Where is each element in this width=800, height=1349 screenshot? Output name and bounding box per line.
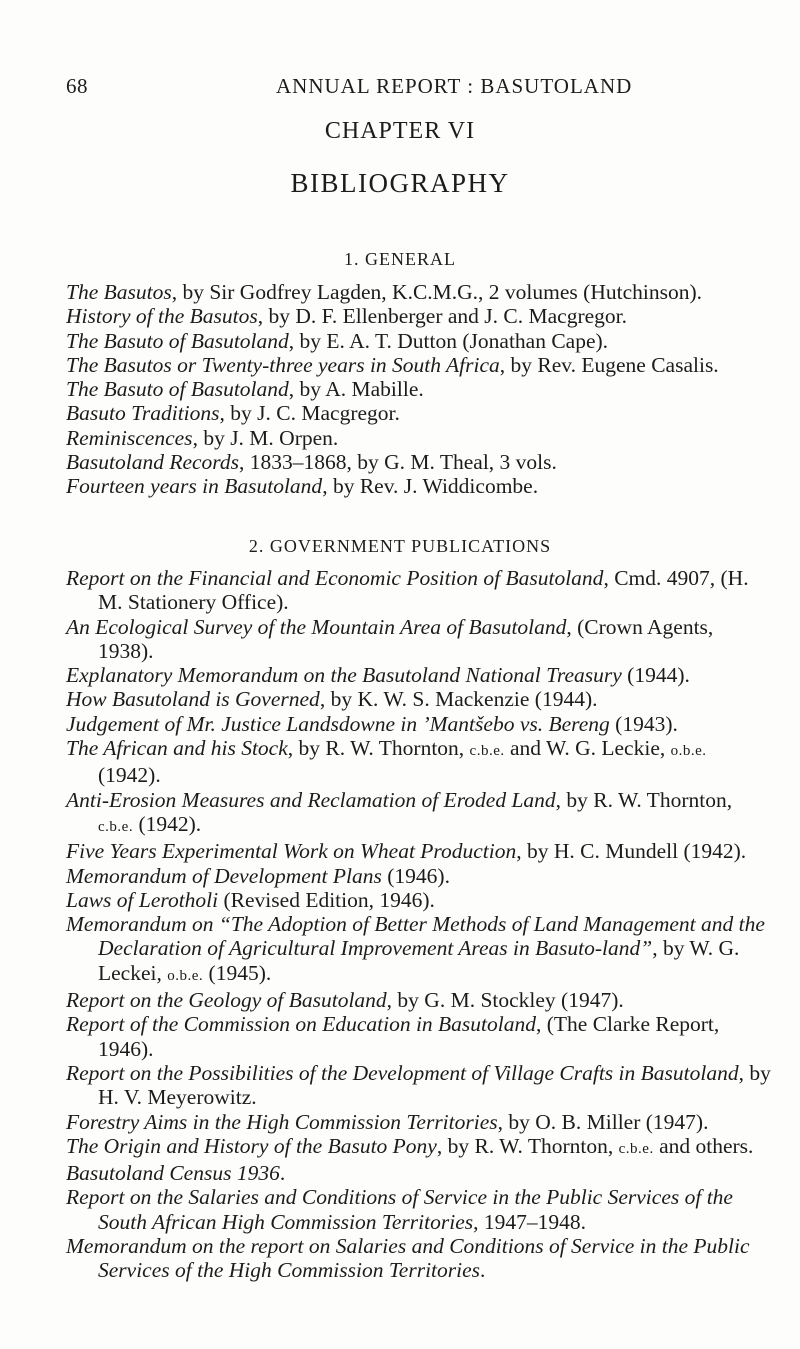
- entry-details: , Cmd. 4907, (H. M. Stationery Office).: [98, 566, 749, 615]
- bibliography-entry: [66, 615, 772, 664]
- entry-details: , by H. C. Mundell (1942).: [516, 839, 747, 864]
- bibliography-entry: [66, 988, 772, 1012]
- entry-details: (1946).: [381, 863, 450, 888]
- bibliography-entry: [66, 566, 772, 615]
- bibliography-entry: [66, 1134, 772, 1161]
- entry-details: , (The Clarke Report, 1946).: [98, 1012, 720, 1061]
- bibliography-entry: [66, 353, 766, 377]
- bibliography-entry: [66, 426, 766, 450]
- entry-title: Basuto Traditions: [66, 401, 220, 426]
- bibliography-entry: [66, 888, 772, 912]
- entry-title: Forestry Aims in the High Commission Territories: [66, 1109, 498, 1134]
- entry-title: The Basuto of Basutoland: [66, 328, 289, 353]
- entry-details: (1943).: [609, 711, 678, 736]
- entry-title: Judgement of Mr. Justice Landsdowne in ’Mantšebo vs. Bereng: [66, 711, 610, 736]
- entry-title: Report on the Salaries and Conditions of Service in the Public Services of the South African High Commission Territories: [66, 1185, 733, 1234]
- entry-title: An Ecological Survey of the Mountain Area of Basutoland: [66, 614, 567, 639]
- entry-details: , by Sir Godfrey Lagden, K.C.M.G., 2 volumes (Hutchinson).: [171, 280, 702, 304]
- bibliography-entry: [66, 712, 772, 736]
- bibliography-entry: [66, 1234, 772, 1283]
- entry-title: Basutoland Records: [66, 450, 239, 475]
- entry-details: , by Rev. J. Widdicombe.: [322, 474, 539, 499]
- entry-details: , by A. Mabille.: [288, 377, 424, 402]
- entry-title: Basutoland Census 1936: [66, 1161, 280, 1186]
- entry-title: Explanatory Memorandum on the Basutoland National Treasury: [66, 663, 622, 688]
- entry-details: , 1947–1948.: [473, 1209, 586, 1234]
- chapter-heading: CHAPTER VI: [324, 118, 476, 144]
- entry-title: The Basuto of Basutoland: [66, 377, 289, 402]
- entry-title: Report on the Possibilities of the Development of Village Crafts in Basutoland: [66, 1060, 739, 1085]
- bibliography-entry: [66, 736, 772, 788]
- entry-details: , 1833–1868, by G. M. Theal, 3 vols.: [238, 450, 557, 475]
- entry-details: , by R. W. Thornton, c.b.e. and W. G. Leckie, o.b.e. (1942).: [98, 736, 707, 788]
- bibliography-entry: [66, 788, 772, 840]
- running-header: [66, 74, 740, 104]
- bibliography-entry: [66, 280, 766, 304]
- bibliography-entry: [66, 377, 766, 401]
- running-title: ANNUAL REPORT : BASUTOLAND: [276, 74, 633, 98]
- entry-title: Anti-Erosion Measures and Reclamation of Eroded Land: [66, 787, 556, 812]
- bibliography-list-government-publications: [66, 566, 772, 1283]
- entry-details: , by J. M. Orpen.: [192, 425, 339, 450]
- bibliography-list-general: [66, 280, 766, 499]
- bibliography-entry: [66, 1185, 772, 1234]
- entry-title: Report of the Commission on Education in Basutoland: [66, 1012, 536, 1037]
- entry-title: Five Years Experimental Work on Wheat Production: [66, 839, 517, 864]
- bibliography-entry: [66, 329, 766, 353]
- entry-details: , by D. F. Ellenberger and J. C. Macgregor.: [257, 304, 627, 329]
- bibliography-entry: [66, 1110, 772, 1134]
- section-heading-government-publications: 2. GOVERNMENT PUBLICATIONS: [248, 536, 552, 556]
- bibliography-entry: [66, 1161, 772, 1185]
- entry-title: Report on the Geology of Basutoland: [66, 988, 387, 1013]
- entry-details: , by G. M. Stockley (1947).: [386, 988, 624, 1013]
- entry-details: , by O. B. Miller (1947).: [497, 1109, 709, 1134]
- entry-title: Memorandum on the report on Salaries and Conditions of Service in the Public Services of the High Commission Territories: [66, 1234, 750, 1283]
- entry-details: , by J. C. Macgregor.: [219, 401, 400, 426]
- entry-details: , by K. W. S. Mackenzie (1944).: [319, 687, 598, 712]
- entry-details: , by Rev. Eugene Casalis.: [499, 352, 719, 377]
- bibliography-entry: [66, 687, 772, 711]
- bibliography-entry: [66, 450, 766, 474]
- entry-title: How Basutoland is Governed: [66, 687, 320, 712]
- entry-details: , by R. W. Thornton, c.b.e. (1942).: [98, 787, 733, 836]
- entry-title: Laws of Lerotholi: [66, 887, 219, 912]
- entry-details: (1944).: [621, 663, 690, 688]
- entry-details: , by H. V. Meyerowitz.: [98, 1060, 771, 1110]
- entry-title: The Origin and History of the Basuto Pony: [66, 1133, 437, 1158]
- section-heading-general: 1. GENERAL: [344, 249, 456, 269]
- entry-details: .: [279, 1161, 286, 1186]
- entry-details: , by E. A. T. Dutton (Jonathan Cape).: [288, 328, 609, 353]
- entry-title: Memorandum of Development Plans: [66, 863, 382, 888]
- page-number: 68: [66, 74, 88, 98]
- bibliography-entry: [66, 663, 772, 687]
- bibliography-entry: [66, 912, 772, 988]
- entry-title: The Basutos: [66, 280, 172, 304]
- bibliography-entry: [66, 1012, 772, 1061]
- entry-title: Report on the Financial and Economic Position of Basutoland: [66, 566, 604, 590]
- bibliography-entry: [66, 839, 772, 863]
- bibliography-entry: [66, 864, 772, 888]
- entry-title: History of the Basutos: [66, 304, 258, 329]
- entry-details: , by R. W. Thornton, c.b.e. and others.: [436, 1133, 754, 1158]
- bibliography-entry: [66, 304, 766, 328]
- entry-details: .: [480, 1258, 486, 1283]
- entry-details: , by W. G. Leckei, o.b.e. (1945).: [98, 936, 740, 985]
- bibliography-entry: [66, 401, 766, 425]
- entry-title: Fourteen years in Basutoland: [66, 474, 323, 499]
- entry-title: The African and his Stock: [66, 736, 288, 761]
- entry-details: (Revised Edition, 1946).: [218, 887, 435, 912]
- entry-title: The Basutos or Twenty-three years in South Africa: [66, 352, 500, 377]
- bibliography-entry: [66, 474, 766, 498]
- entry-title: Reminiscences: [66, 425, 193, 450]
- entry-title: Memorandum on “The Adoption of Better Methods of Land Management and the Declaration of Agricultural Improvement Areas in Basuto-land”: [66, 912, 765, 961]
- page-title: BIBLIOGRAPHY: [290, 168, 510, 198]
- bibliography-entry: [66, 1061, 772, 1110]
- entry-details: , (Crown Agents, 1938).: [98, 614, 714, 663]
